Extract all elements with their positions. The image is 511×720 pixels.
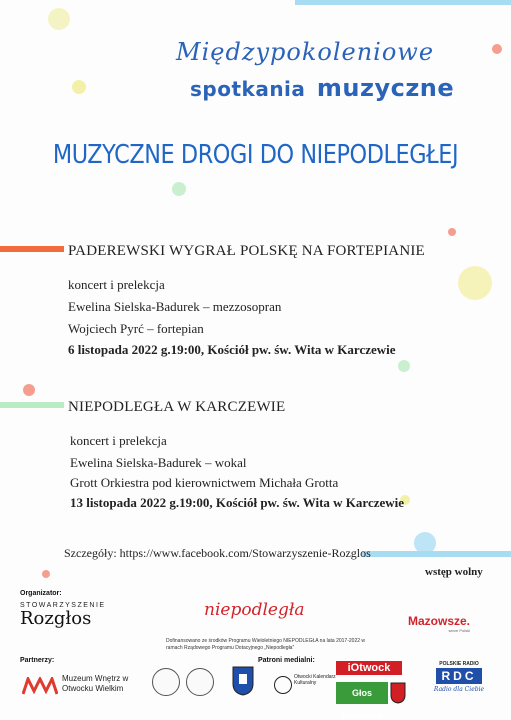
partner-emblem-1 (152, 668, 180, 696)
decorative-dot (42, 570, 50, 578)
main-title: MUZYCZNE DROGI DO NIEPODLEGŁEJ (52, 140, 459, 170)
header-subtitle-line2 (190, 74, 454, 102)
event-2-line-1: koncert i prelekcja (70, 433, 167, 448)
event-2-date: 13 listopada 2022 g.19:00, Kościół pw. św. Wita w Karczewie (70, 495, 405, 510)
decorative-dot (23, 384, 35, 396)
entry-free-label: wstęp wolny (425, 566, 483, 578)
header-word-muzyczne: muzyczne (316, 74, 455, 102)
event-1-line-1: koncert i prelekcja (68, 277, 165, 292)
organizer-label: Organizator: (20, 590, 62, 597)
decorative-dot (398, 360, 410, 372)
okk-logo (274, 674, 334, 698)
event-2-line-2: Ewelina Sielska-Badurek – wokal (70, 455, 247, 470)
museum-name: Muzeum Wnętrz w Otwocku Wielkim (62, 674, 129, 693)
decorative-dot (492, 44, 502, 54)
rdc-mark: RDC (436, 668, 482, 684)
rozglos-logo (20, 602, 112, 636)
partners-label: Partnerzy: (20, 657, 55, 664)
radio-rdc-logo (428, 661, 490, 703)
header-subtitle-line1: Międzypokoleniowe (176, 38, 435, 66)
rdc-sub: Radio dla Ciebie (433, 686, 485, 693)
otwock-crest-icon (390, 682, 406, 704)
decorative-dot (48, 8, 70, 30)
partner-emblem-2 (186, 668, 214, 696)
header-word-spotkania: spotkania (190, 77, 306, 101)
iotwock-logo: iOtwock (336, 661, 402, 675)
okk-name: Otwocki Kalendarz Kulturalny (294, 674, 336, 686)
okk-circle-icon (274, 676, 292, 694)
mazowsze-logo-name: Mazowsze. (408, 614, 471, 628)
museum-logo (22, 672, 152, 700)
decorative-bar-blue (362, 551, 511, 557)
mazowsze-logo-sub: serce Polski (448, 628, 471, 633)
karczew-crest-icon (232, 666, 254, 696)
mazowsze-logo (408, 614, 470, 633)
details-link[interactable]: Szczegóły: https://www.facebook.com/Stowarzyszenie-Rozglos (64, 546, 371, 560)
event-1-title: PADEREWSKI WYGRAŁ POLSKĘ NA FORTEPIANIE (68, 243, 425, 259)
event-1-line-3: Wojciech Pyrć – fortepian (68, 321, 204, 336)
decorative-bar-top (295, 0, 511, 5)
niepodlegla-logo: niepodległa (204, 600, 305, 620)
event-2-title: NIEPODLEGŁA W KARCZEWIE (68, 399, 286, 415)
decorative-bar-green (0, 402, 64, 408)
decorative-dot (72, 80, 86, 94)
decorative-bar-orange (0, 246, 64, 252)
decorative-dot (458, 266, 492, 300)
radio-top-label: POLSKIE RADIO (439, 661, 479, 667)
event-1-line-2: Ewelina Sielska-Badurek – mezzosopran (68, 299, 282, 314)
rozglos-logo-name: Rozgłos (20, 608, 92, 629)
decorative-dot (172, 182, 186, 196)
museum-mark-icon (22, 677, 58, 695)
media-patrons-label: Patroni medialni: (258, 657, 315, 664)
event-1-date: 6 listopada 2022 g.19:00, Kościół pw. św. Wita w Karczewie (68, 342, 396, 357)
glos-karczewa-logo: Głos Karczewa (336, 682, 388, 704)
funding-note: Dofinansowano ze środków Programu Wieloletniego NIEPODLEGŁA na lata 2017-2022 w ramach Rządowego Programu Dotacyjnego „Niepodległa" (166, 638, 365, 651)
decorative-dot (448, 228, 456, 236)
rozglos-logo-top: STOWARZYSZENIE (20, 602, 106, 609)
event-2-line-3: Grott Orkiestra pod kierownictwem Michała Grotta (70, 475, 339, 490)
